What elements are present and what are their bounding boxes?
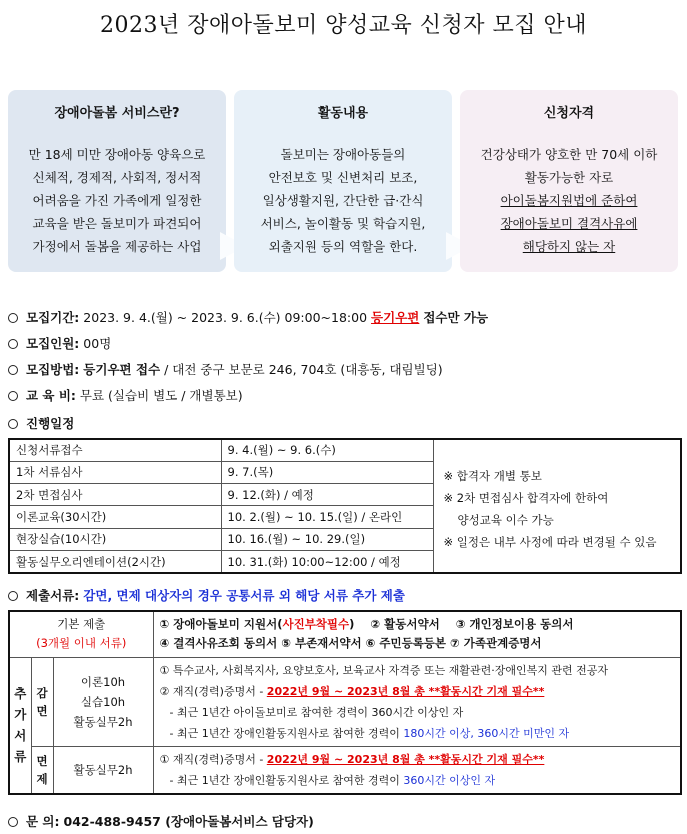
schedule-notes (433, 439, 681, 573)
schedule-label: 진행일정 (26, 416, 75, 431)
table-row (9, 611, 681, 657)
card-line: 장애아돌보미 결격사유에 (500, 216, 638, 231)
exempt-doc-text: ① 재직(경력)증명서 - (159, 752, 264, 766)
page-title: 2023년 장애아돌보미 양성교육 신청자 모집 안내 (100, 13, 587, 38)
extra-label-char: 류 (14, 749, 27, 764)
exempt-label-char: 면 (36, 753, 48, 768)
info-card-eligibility (460, 90, 678, 272)
info-card-activities (234, 90, 452, 272)
contact-line (8, 812, 314, 830)
card-heading: 장애아돌봄 서비스란? (54, 106, 180, 121)
card-line: 신체적, 경제적, 사회적, 정서적 (32, 170, 202, 185)
card-line: 안전보호 및 신변처리 보조, (268, 170, 418, 185)
schedule-item: 2차 면접심사 (9, 484, 221, 506)
card-line: 가정에서 돌봄을 제공하는 사업 (32, 239, 202, 254)
card-line: 해당하지 않는 자 (522, 239, 616, 254)
basic-docs-label-cell (9, 611, 153, 657)
schedule-date: 9. 7.(목) (221, 461, 433, 483)
card-heading: 신청자격 (543, 106, 595, 121)
basic-doc-text: ) (349, 617, 355, 632)
reduce-doc-text: ② 재직(경력)증명서 - (159, 684, 264, 698)
table-row (9, 439, 681, 461)
fee-text: 무료 (실습비 별도 / 개별통보) (79, 388, 243, 403)
recruit-count (8, 334, 111, 352)
card-line: 아이돌봄지원법에 준하여 (500, 193, 638, 208)
card-line: 건강상태가 양호한 만 70세 이하 (480, 147, 658, 162)
reduce-hours-line: 활동실무2h (73, 714, 133, 729)
exempt-doc-line (160, 770, 681, 791)
extra-docs-label (9, 657, 31, 794)
schedule-note: 양성교육 이수 가능 (457, 513, 554, 527)
card-line: 일상생활지원, 간단한 급·간식 (262, 193, 424, 208)
circle-bullet-icon (8, 365, 18, 375)
circle-bullet-icon (8, 391, 18, 401)
exempt-label (31, 746, 53, 794)
schedule-note: ※ 2차 면접심사 합격자에 한하여 (443, 491, 609, 505)
circle-bullet-icon (8, 591, 18, 601)
reduce-label (31, 657, 53, 746)
method-text: / 대전 중구 보문로 246, 704호 (대흥동, 대림빌딩) (164, 362, 443, 377)
card-line: 어려움을 가진 가족에게 일정한 (32, 193, 202, 208)
exempt-docs-list (153, 746, 681, 794)
card-heading: 활동내용 (317, 106, 369, 121)
circle-bullet-icon (8, 313, 18, 323)
period-highlight: 등기우편 (371, 310, 420, 325)
schedule-item: 현장실습(10시간) (9, 528, 221, 550)
card-line: 서비스, 놀이활동 및 학습지원, (260, 216, 426, 231)
circle-bullet-icon (8, 817, 18, 827)
schedule-heading (8, 414, 74, 432)
schedule-date: 9. 4.(월) ~ 9. 6.(수) (221, 439, 433, 461)
basic-docs-list (153, 611, 681, 657)
education-fee (8, 386, 243, 404)
basic-doc-text: ② 활동서약서 (370, 617, 440, 632)
contact-label: 문 의: (26, 814, 60, 829)
card-line: 만 18세 미만 장애아동 양육으로 (28, 147, 206, 162)
documents-table (8, 610, 682, 795)
basic-doc-text: ① 장애아돌보미 지원서( (159, 617, 283, 632)
schedule-item: 이론교육(30시간) (9, 506, 221, 528)
reduce-doc-line: - 최근 1년간 아이돌보미로 참여한 경력이 360시간 이상인 자 (169, 705, 464, 719)
exempt-label-char: 제 (36, 771, 48, 786)
documents-heading (8, 586, 405, 604)
card-line: 활동가능한 자로 (524, 170, 614, 185)
schedule-date: 9. 12.(화) / 예정 (221, 484, 433, 506)
card-line: 교육을 받은 돌보미가 파견되어 (32, 216, 202, 231)
extra-label-char: 서 (14, 728, 27, 743)
circle-bullet-icon (8, 419, 18, 429)
schedule-date: 10. 2.(월) ~ 10. 15.(일) / 온라인 (221, 506, 433, 528)
card-line: 외출지원 등의 역할을 한다. (268, 239, 418, 254)
card-line: 돌보미는 장애아동들의 (280, 147, 406, 162)
basic-note: (3개월 이내 서류) (36, 636, 127, 651)
extra-label-char: 추 (14, 686, 27, 701)
reduce-doc-text: - 최근 1년간 장애인활동지원사로 참여한 경력이 (169, 726, 400, 740)
schedule-date: 10. 31.(화) 10:00~12:00 / 예정 (221, 551, 433, 573)
fee-label: 교 육 비: (26, 388, 76, 403)
basic-label: 기본 제출 (57, 617, 106, 632)
exempt-doc-text: - 최근 1년간 장애인활동지원사로 참여한 경력이 (169, 773, 400, 787)
reduce-doc-line: ① 특수교사, 사회복지사, 요양보호사, 보육교사 자격증 또는 재활관련·장애인복지 관련 전공자 (159, 663, 608, 677)
schedule-date: 10. 16.(월) ~ 10. 29.(일) (221, 528, 433, 550)
contact-text: 042-488-9457 (장애아돌봄서비스 담당자) (63, 814, 314, 829)
reduce-label-char: 면 (36, 703, 48, 718)
basic-doc-text: ③ 개인정보이용 동의서 (455, 617, 574, 632)
reduce-label-char: 감 (36, 685, 48, 700)
method-label: 모집방법: (26, 362, 80, 377)
exempt-hours: 활동실무2h (53, 746, 153, 794)
recruit-method (8, 360, 443, 378)
extra-label-char: 가 (14, 707, 27, 722)
schedule-note: ※ 합격자 개별 통보 (443, 469, 542, 483)
basic-docs-line: ④ 결격사유조회 동의서 ⑤ 부존재서약서 ⑥ 주민등록등본 ⑦ 가족관계증명서 (159, 636, 542, 651)
period-text: 2023. 9. 4.(월) ~ 2023. 9. 6.(수) 09:00~18:00 (83, 310, 368, 325)
info-card-service (8, 90, 226, 272)
schedule-item: 신청서류접수 (9, 439, 221, 461)
schedule-note: ※ 일정은 내부 사정에 따라 변경될 수 있음 (443, 535, 657, 549)
period-suffix: 접수만 가능 (423, 310, 489, 325)
period-label: 모집기간: (26, 310, 80, 325)
count-text: 00명 (83, 336, 112, 351)
exempt-doc-hours: 360시간 이상인 자 (403, 773, 496, 787)
reduce-hours-line: 실습10h (80, 694, 126, 709)
docs-subtitle: 감면, 면제 대상자의 경우 공통서류 외 해당 서류 추가 제출 (83, 588, 405, 603)
basic-docs-line (160, 615, 681, 634)
schedule-item: 활동실무오리엔테이션(2시간) (9, 551, 221, 573)
count-label: 모집인원: (26, 336, 80, 351)
reduce-docs-list (153, 657, 681, 746)
schedule-table (8, 438, 682, 574)
reduce-hours (53, 657, 153, 746)
method-bold: 등기우편 접수 (83, 362, 161, 377)
basic-doc-required: 사진부착필수 (282, 617, 350, 632)
reduce-doc-hours: 180시간 이상, 360시간 미만인 자 (403, 726, 570, 740)
reduce-hours-line: 이론10h (80, 674, 126, 689)
docs-label: 제출서류: (26, 588, 80, 603)
reduce-doc-line (160, 681, 681, 702)
table-row (9, 657, 681, 746)
recruit-period (8, 308, 488, 326)
reduce-doc-required: 2022년 9월 ~ 2023년 8월 총 **활동시간 기재 필수** (266, 684, 545, 698)
schedule-item: 1차 서류심사 (9, 461, 221, 483)
reduce-doc-line (160, 723, 681, 744)
circle-bullet-icon (8, 339, 18, 349)
exempt-doc-required: 2022년 9월 ~ 2023년 8월 총 **활동시간 기재 필수** (266, 752, 545, 766)
table-row (9, 746, 681, 794)
exempt-doc-line (160, 749, 681, 770)
